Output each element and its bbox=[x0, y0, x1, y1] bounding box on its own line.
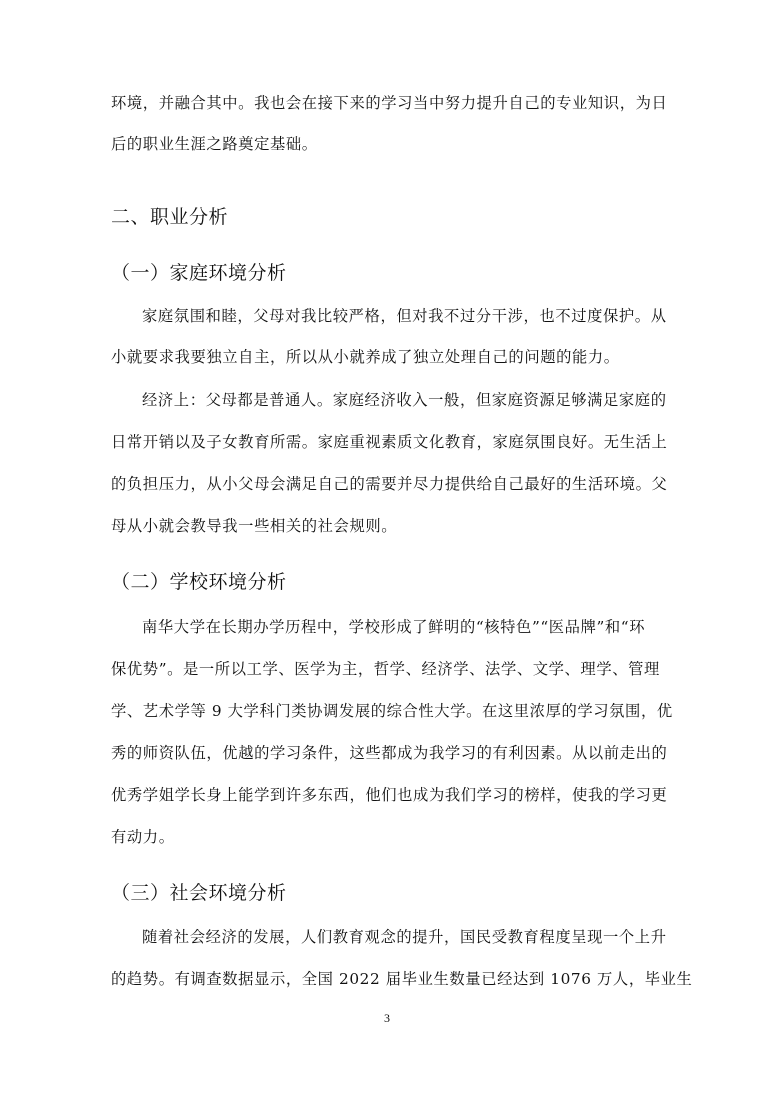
intro-line-2: 后的职业生涯之路奠定基础。 bbox=[111, 135, 318, 153]
school-line-2: 保优势”。是一所以工学、医学为主，哲学、经济学、法学、文学、理学、管理 bbox=[111, 660, 660, 678]
family-heading: （一）家庭环境分析 bbox=[111, 262, 287, 284]
family-line-3: 经济上：父母都是普通人。家庭经济收入一般，但家庭资源足够满足家庭的 bbox=[142, 391, 667, 409]
family-line-4: 日常开销以及子女教育所需。家庭重视素质文化教育，家庭氛围良好。无生活上 bbox=[111, 433, 668, 451]
section-title: 二、职业分析 bbox=[111, 206, 229, 228]
society-line-2: 的趋势。有调查数据显示，全国 2022 届毕业生数量已经达到 1076 万人，毕业生 bbox=[111, 970, 693, 988]
intro-line-1: 环境，并融合其中。我也会在接下来的学习当中努力提升自己的专业知识，为日 bbox=[111, 94, 668, 112]
family-line-6: 母从小就会教导我一些相关的社会规则。 bbox=[111, 517, 398, 535]
school-line-3: 学、艺术学等 9 大学科门类协调发展的综合性大学。在这里浓厚的学习氛围，优 bbox=[111, 702, 673, 720]
school-line-6: 有动力。 bbox=[111, 828, 175, 846]
school-line-4: 秀的师资队伍，优越的学习条件，这些都成为我学习的有利因素。从以前走出的 bbox=[111, 744, 668, 762]
school-line-1: 南华大学在长期办学历程中，学校形成了鲜明的“核特色”“医品牌”和“环 bbox=[142, 618, 646, 636]
family-line-1: 家庭氛围和睦，父母对我比较严格，但对我不过分干涉，也不过度保护。从 bbox=[142, 307, 667, 325]
school-line-5: 优秀学姐学长身上能学到许多东西，他们也成为我们学习的榜样，使我的学习更 bbox=[111, 786, 668, 804]
family-line-2: 小就要求我要独立自主，所以从小就养成了独立处理自己的问题的能力。 bbox=[111, 348, 620, 366]
society-line-1: 随着社会经济的发展，人们教育观念的提升，国民受教育程度呈现一个上升 bbox=[142, 928, 667, 946]
page-number: 3 bbox=[384, 1011, 390, 1025]
school-heading: （二）学校环境分析 bbox=[111, 571, 287, 593]
society-heading: （三）社会环境分析 bbox=[111, 882, 287, 904]
family-line-5: 的负担压力，从小父母会满足自己的需要并尽力提供给自己最好的生活环境。父 bbox=[111, 475, 668, 493]
